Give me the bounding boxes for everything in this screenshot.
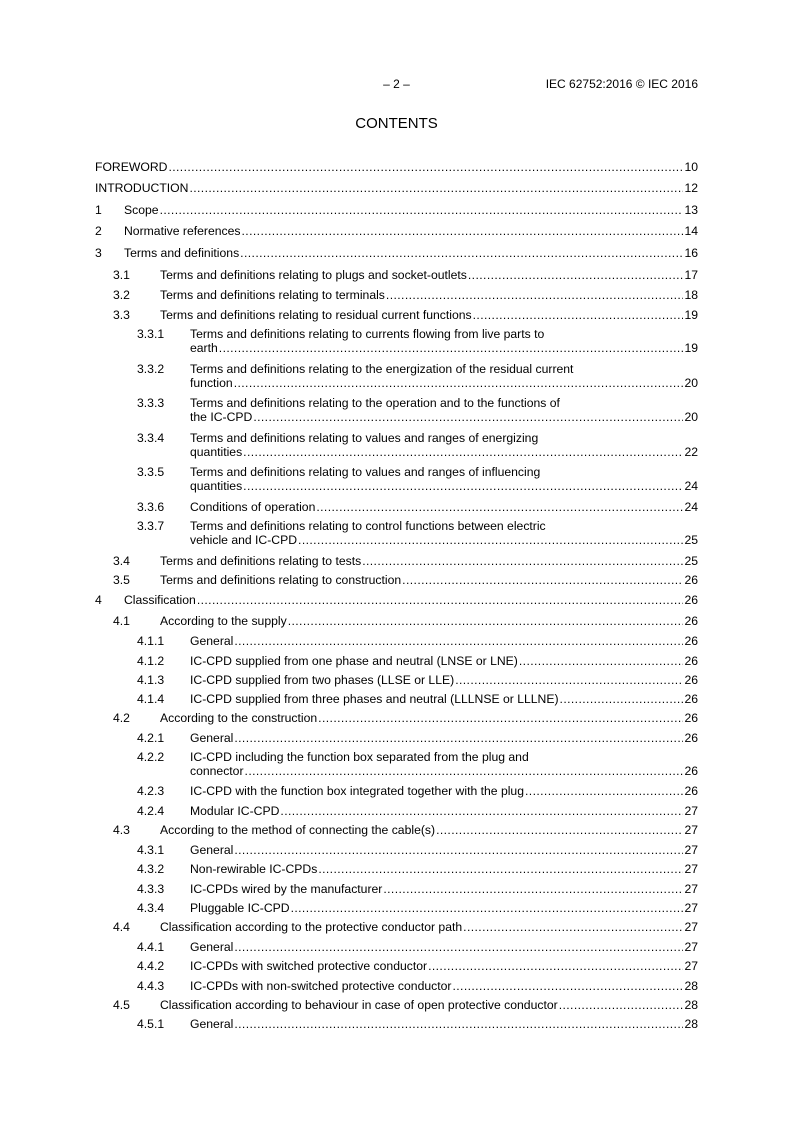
toc-entry-number: 4.4.3 (137, 979, 165, 993)
toc-entry-title: quantities (190, 445, 243, 459)
toc-entry-page: 26 (684, 614, 698, 628)
dot-leader (234, 634, 683, 648)
toc-entry-number: 3.2 (113, 288, 130, 302)
toc-entry-title: IC-CPD with the function box integrated together with the plug (190, 784, 524, 798)
dot-leader (253, 410, 683, 424)
toc-entry-page: 24 (684, 479, 698, 493)
toc-entry[interactable] (95, 692, 698, 706)
dot-leader (560, 692, 684, 706)
toc-entry-title: Non-rewirable IC-CPDs (190, 862, 318, 876)
toc-entry[interactable] (95, 711, 698, 725)
toc-entry[interactable] (95, 362, 698, 390)
dot-leader (280, 804, 683, 818)
toc-entry-title: Pluggable IC-CPD (190, 901, 290, 915)
dot-leader (234, 940, 683, 954)
toc-entry-number: 4.2 (113, 711, 130, 725)
toc-entry-title: Classification (124, 593, 196, 607)
dot-leader (242, 224, 684, 238)
dot-leader (240, 246, 683, 260)
toc-entry-number: 3.1 (113, 268, 130, 282)
toc-entry-title: Terms and definitions relating to residual current functions (160, 308, 472, 322)
toc-entry[interactable] (95, 431, 698, 459)
page-header (95, 76, 698, 92)
dot-leader (519, 654, 684, 668)
dot-leader (455, 673, 683, 687)
toc-entry[interactable] (95, 673, 698, 687)
toc-entry-title: the IC-CPD (190, 410, 253, 424)
toc-entry[interactable] (95, 500, 698, 514)
toc-entry-title: Terms and definitions relating to currents flowing from live parts to (190, 327, 545, 341)
toc-entry-page: 25 (684, 533, 698, 547)
toc-entry-number: 3.3 (113, 308, 130, 322)
toc-entry-title: Terms and definitions relating to values and ranges of influencing (190, 465, 541, 479)
toc-entry-number: 3.3.6 (137, 500, 165, 514)
toc-entry[interactable] (95, 940, 698, 954)
toc-entry-page: 26 (684, 711, 698, 725)
toc-entry-number: 4.1.2 (137, 654, 165, 668)
toc-entry-page: 27 (684, 940, 698, 954)
dot-leader (473, 308, 684, 322)
toc-entry-number: 1 (95, 203, 102, 217)
toc-entry-number: 3.3.7 (137, 519, 165, 533)
toc-entry-page: 26 (684, 593, 698, 607)
toc-entry-page: 16 (684, 246, 698, 260)
toc-entry[interactable] (95, 731, 698, 745)
toc-entry[interactable] (95, 862, 698, 876)
dot-leader (243, 479, 683, 493)
toc-entry[interactable] (95, 959, 698, 973)
dot-leader (436, 823, 683, 837)
contents-title: CONTENTS (355, 115, 438, 132)
toc-entry-page: 13 (684, 203, 698, 217)
toc-entry[interactable] (95, 465, 698, 493)
dot-leader (468, 268, 684, 282)
toc-entry-title: FOREWORD (95, 160, 168, 174)
toc-entry-title: Normative references (124, 224, 241, 238)
toc-entry-title: IC-CPD supplied from three phases and neutral (LLLNSE or LLLNE) (190, 692, 559, 706)
dot-leader (298, 533, 683, 547)
dot-leader (559, 998, 684, 1012)
toc-entry[interactable] (95, 843, 698, 857)
toc-entry-page: 22 (684, 445, 698, 459)
dot-leader (197, 593, 684, 607)
toc-entry-title: earth (190, 341, 218, 355)
toc-entry-title: General (190, 940, 234, 954)
toc-entry-title: vehicle and IC-CPD (190, 533, 298, 547)
dot-leader (362, 554, 683, 568)
toc-entry-page: 10 (684, 160, 698, 174)
toc-entry-number: 3 (95, 246, 102, 260)
toc-entry-number: 3.3.2 (137, 362, 165, 376)
toc-entry[interactable] (95, 979, 698, 993)
dot-leader (288, 614, 684, 628)
dot-leader (383, 882, 683, 896)
toc-entry-number: 4.4 (113, 920, 130, 934)
dot-leader (316, 500, 683, 514)
toc-entry-number: 4.4.2 (137, 959, 165, 973)
toc-entry-number: 4 (95, 593, 102, 607)
toc-entry-page: 28 (684, 998, 698, 1012)
dot-leader (318, 862, 683, 876)
dot-leader (525, 784, 683, 798)
page-number: – 2 – (383, 77, 410, 91)
dot-leader (428, 959, 683, 973)
toc-entry-number: 4.3 (113, 823, 130, 837)
toc-entry-title: IC-CPD supplied from one phase and neutral (LNSE or LNE) (190, 654, 518, 668)
dot-leader (168, 160, 683, 174)
toc-entry-page: 27 (684, 843, 698, 857)
toc-entry-page: 26 (684, 764, 698, 778)
toc-entry[interactable] (95, 246, 698, 260)
toc-entry-title: Terms and definitions relating to plugs and socket-outlets (160, 268, 467, 282)
toc-entry[interactable] (95, 181, 698, 195)
dot-leader (245, 764, 684, 778)
toc-entry-page: 27 (684, 882, 698, 896)
toc-entry-title: Modular IC-CPD (190, 804, 280, 818)
toc-entry-page: 12 (684, 181, 698, 195)
dot-leader (234, 1017, 683, 1031)
toc-entry-number: 4.5.1 (137, 1017, 165, 1031)
toc-entry-title: IC-CPDs wired by the manufacturer (190, 882, 383, 896)
toc-entry-title: function (190, 376, 233, 390)
toc-entry-page: 26 (684, 673, 698, 687)
toc-entry[interactable] (95, 784, 698, 798)
toc-entry-title: IC-CPD including the function box separated from the plug and (190, 750, 529, 764)
toc-entry-page: 27 (684, 920, 698, 934)
toc-entry-title: Classification according to behaviour in case of open protective conductor (160, 998, 558, 1012)
dot-leader (386, 288, 684, 302)
toc-entry[interactable] (95, 823, 698, 837)
toc-entry-page: 26 (684, 731, 698, 745)
toc-entry-title: IC-CPDs with switched protective conductor (190, 959, 428, 973)
toc-entry-number: 4.2.1 (137, 731, 165, 745)
toc-entry-page: 19 (684, 308, 698, 322)
toc-entry-title: According to the method of connecting the cable(s) (160, 823, 436, 837)
toc-entry[interactable] (95, 882, 698, 896)
toc-entry-title: IC-CPD supplied from two phases (LLSE or LLE) (190, 673, 455, 687)
toc-entry-page: 27 (684, 862, 698, 876)
toc-entry-number: 3.3.3 (137, 396, 165, 410)
toc-entry-number: 4.3.1 (137, 843, 165, 857)
toc-entry[interactable] (95, 573, 698, 587)
toc-entry-number: 4.1.3 (137, 673, 165, 687)
toc-entry-page: 18 (684, 288, 698, 302)
toc-entry-title: Terms and definitions relating to construction (160, 573, 402, 587)
toc-entry-number: 2 (95, 224, 102, 238)
toc-entry-page: 28 (684, 1017, 698, 1031)
toc-entry-page: 17 (684, 268, 698, 282)
toc-entry[interactable] (95, 1017, 698, 1031)
toc-entry-title: Terms and definitions relating to the operation and to the functions of (190, 396, 560, 410)
toc-entry-number: 4.1.4 (137, 692, 165, 706)
dot-leader (189, 181, 683, 195)
toc-entry-number: 4.3.2 (137, 862, 165, 876)
toc-entry-title: According to the supply (160, 614, 287, 628)
toc-entry-number: 3.3.1 (137, 327, 165, 341)
toc-entry-title: General (190, 843, 234, 857)
toc-entry-page: 26 (684, 573, 698, 587)
toc-entry-title: Terms and definitions relating to terminals (160, 288, 385, 302)
toc-entry-page: 19 (684, 341, 698, 355)
dot-leader (402, 573, 683, 587)
toc-entry-page: 26 (684, 634, 698, 648)
toc-entry[interactable] (95, 750, 698, 778)
toc-entry[interactable] (95, 203, 698, 217)
toc-entry[interactable] (95, 593, 698, 607)
toc-entry-title: INTRODUCTION (95, 181, 189, 195)
toc-entry-title: General (190, 1017, 234, 1031)
toc-entry[interactable] (95, 554, 698, 568)
dot-leader (234, 731, 683, 745)
toc-entry-page: 20 (684, 410, 698, 424)
toc-entry[interactable] (95, 268, 698, 282)
toc-entry-number: 4.2.4 (137, 804, 165, 818)
toc-entry-page: 27 (684, 823, 698, 837)
dot-leader (160, 203, 684, 217)
toc-entry[interactable] (95, 654, 698, 668)
dot-leader (318, 711, 683, 725)
toc-entry-page: 26 (684, 692, 698, 706)
toc-entry-page: 27 (684, 959, 698, 973)
dot-leader (234, 376, 684, 390)
toc-entry-title: Scope (124, 203, 159, 217)
toc-entry-title: Terms and definitions relating to values and ranges of energizing (190, 431, 539, 445)
toc-entry-number: 4.3.3 (137, 882, 165, 896)
toc-entry-title: Classification according to the protective conductor path (160, 920, 463, 934)
toc-entry-page: 20 (684, 376, 698, 390)
toc-entry-title: General (190, 731, 234, 745)
toc-entry-title: Conditions of operation (190, 500, 316, 514)
toc-entry[interactable] (95, 396, 698, 424)
toc-entry[interactable] (95, 614, 698, 628)
toc-entry-number: 4.1.1 (137, 634, 165, 648)
dot-leader (291, 901, 684, 915)
toc-entry-page: 14 (684, 224, 698, 238)
dot-leader (219, 341, 684, 355)
toc-entry-page: 26 (684, 654, 698, 668)
toc-entry-page: 28 (684, 979, 698, 993)
toc-entry[interactable] (95, 308, 698, 322)
toc-entry[interactable] (95, 327, 698, 355)
dot-leader (452, 979, 683, 993)
toc-entry[interactable] (95, 634, 698, 648)
toc-entry-page: 27 (684, 901, 698, 915)
toc-entry-title: Terms and definitions relating to control functions between electric (190, 519, 546, 533)
toc-entry-number: 4.4.1 (137, 940, 165, 954)
toc-entry[interactable] (95, 920, 698, 934)
toc-entry-title: connector (190, 764, 244, 778)
dot-leader (234, 843, 683, 857)
toc-entry-title: Terms and definitions (124, 246, 240, 260)
toc-entry-number: 4.2.2 (137, 750, 165, 764)
dot-leader (463, 920, 683, 934)
toc-entry-page: 27 (684, 804, 698, 818)
toc-entry-number: 4.2.3 (137, 784, 165, 798)
toc-entry[interactable] (95, 160, 698, 174)
toc-entry-title: According to the construction (160, 711, 318, 725)
toc-entry-number: 4.1 (113, 614, 130, 628)
toc-entry-page: 24 (684, 500, 698, 514)
toc-entry-title: Terms and definitions relating to the energization of the residual current (190, 362, 574, 376)
toc-entry-page: 25 (684, 554, 698, 568)
toc-entry-number: 3.5 (113, 573, 130, 587)
toc-entry[interactable] (95, 224, 698, 238)
toc-entry-number: 3.4 (113, 554, 130, 568)
toc-entry[interactable] (95, 804, 698, 818)
toc-entry[interactable] (95, 519, 698, 547)
toc-entry-number: 3.3.5 (137, 465, 165, 479)
toc-entry[interactable] (95, 998, 698, 1012)
toc-entry-page: 26 (684, 784, 698, 798)
toc-entry-number: 4.3.4 (137, 901, 165, 915)
toc-entry-title: General (190, 634, 234, 648)
toc-entry[interactable] (95, 901, 698, 915)
toc-entry-title: Terms and definitions relating to tests (160, 554, 362, 568)
toc-entry-title: IC-CPDs with non-switched protective conductor (190, 979, 452, 993)
toc-entry[interactable] (95, 288, 698, 302)
toc-entry-title: quantities (190, 479, 243, 493)
toc-entry-number: 3.3.4 (137, 431, 165, 445)
dot-leader (243, 445, 683, 459)
toc-entry-number: 4.5 (113, 998, 130, 1012)
standard-identifier: IEC 62752:2016 © IEC 2016 (545, 77, 698, 91)
